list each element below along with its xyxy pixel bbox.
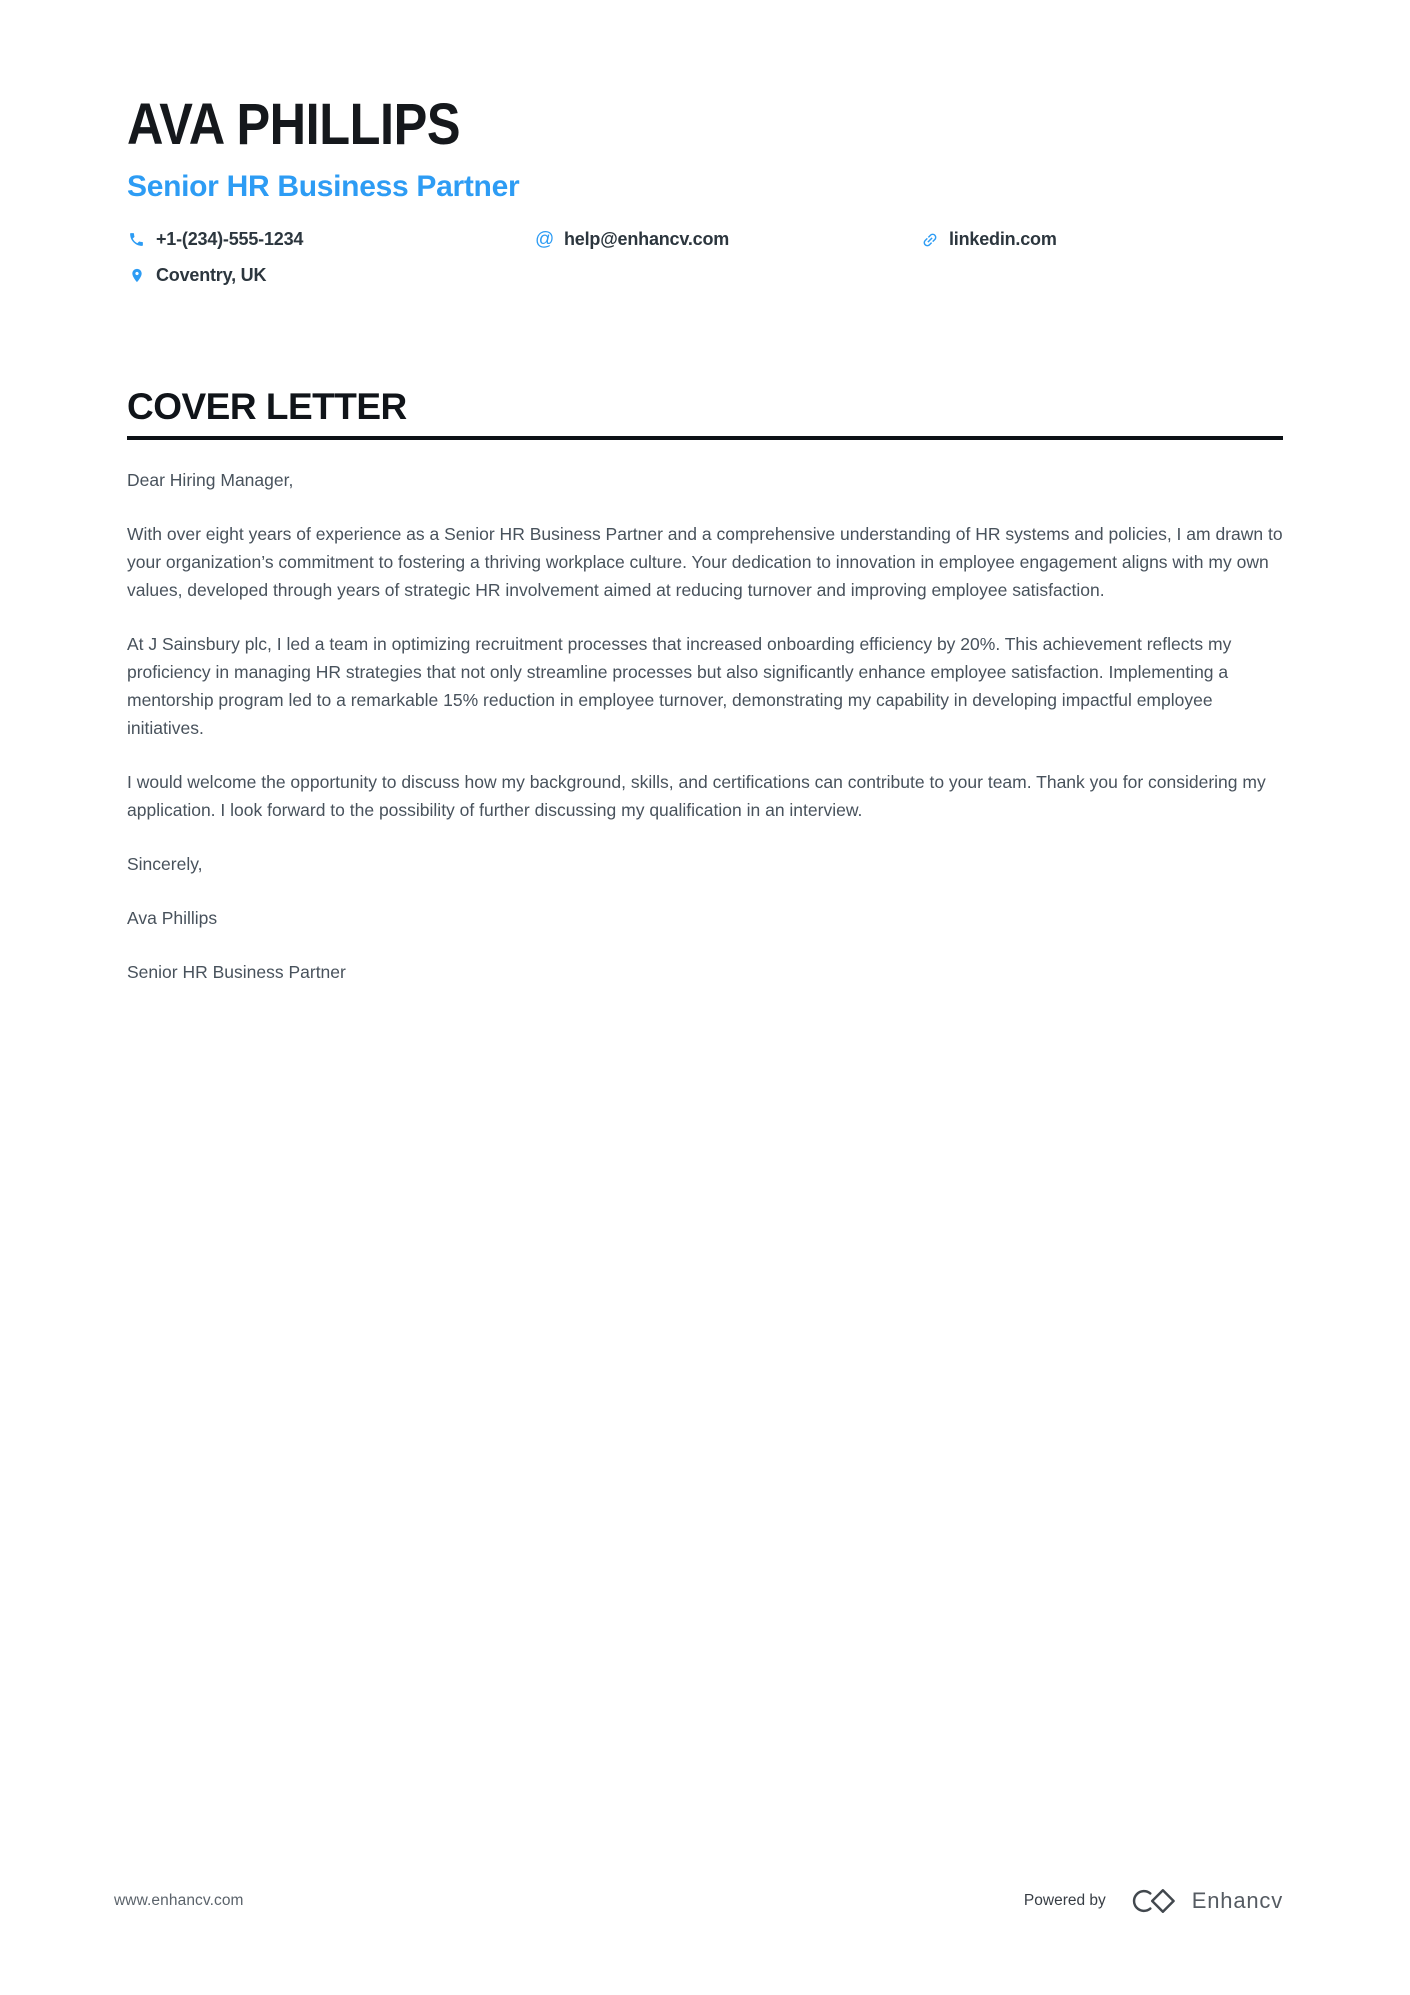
contact-location-value: Coventry, UK [156,265,267,285]
contact-linkedin[interactable] [920,229,1283,250]
enhancv-logo-icon [1127,1887,1179,1915]
letter-signature-title: Senior HR Business Partner [127,962,346,982]
brand-name: Enhancv [1191,1888,1283,1913]
website-link[interactable]: www.enhancv.com [114,1892,244,1909]
candidate-job-title: Senior HR Business Partner [127,170,520,203]
contact-linkedin-value: linkedin.com [949,229,1057,249]
letter-body [127,466,1283,986]
location-pin-icon [127,266,146,285]
contact-phone-value: +1-(234)-555-1234 [156,229,304,249]
contact-email-value: help@enhancv.com [564,229,730,249]
letter-signature-name: Ava Phillips [127,908,218,928]
link-icon [920,231,939,249]
contact-email[interactable] [535,229,920,250]
powered-by[interactable] [1024,1887,1283,1915]
at-icon: @ [534,229,555,250]
letter-salutation: Dear Hiring Manager, [127,470,294,490]
page-footer [114,1887,1283,1915]
section-title: COVER LETTER [127,388,1283,440]
contact-info [127,229,1283,286]
letter-closing: Sincerely, [127,854,203,874]
phone-icon [127,231,146,248]
header [127,92,1283,286]
powered-by-label: Powered by [1023,1892,1106,1909]
letter-paragraph: I would welcome the opportunity to discuss how my background, skills, and certifications can contribute to your team. Thank you for considering my application. I look forward to the possibility of further discussing my qualification in an interview. [127,772,1266,820]
letter-paragraph: At J Sainsbury plc, I led a team in optimizing recruitment processes that increased onboarding efficiency by 20%. This achievement reflects my proficiency in managing HR strategies that not only streamline processes but also significantly enhance employee satisfaction. Implementing a mentorship program led to a remarkable 15% reduction in employee turnover, demonstrating my capability in developing impactful employee initiatives. [127,634,1232,738]
letter-paragraph: With over eight years of experience as a Senior HR Business Partner and a comprehensive understanding of HR systems and policies, I am drawn to your organization’s commitment to fostering a thriving workplace culture. Your dedication to innovation in employee engagement aligns with my own values, developed through years of strategic HR involvement aimed at reducing turnover and improving employee satisfaction. [127,524,1283,600]
cover-letter-section [127,388,1283,986]
contact-location [127,265,535,286]
candidate-name: AVA PHILLIPS [127,92,461,157]
contact-phone[interactable] [127,229,535,250]
